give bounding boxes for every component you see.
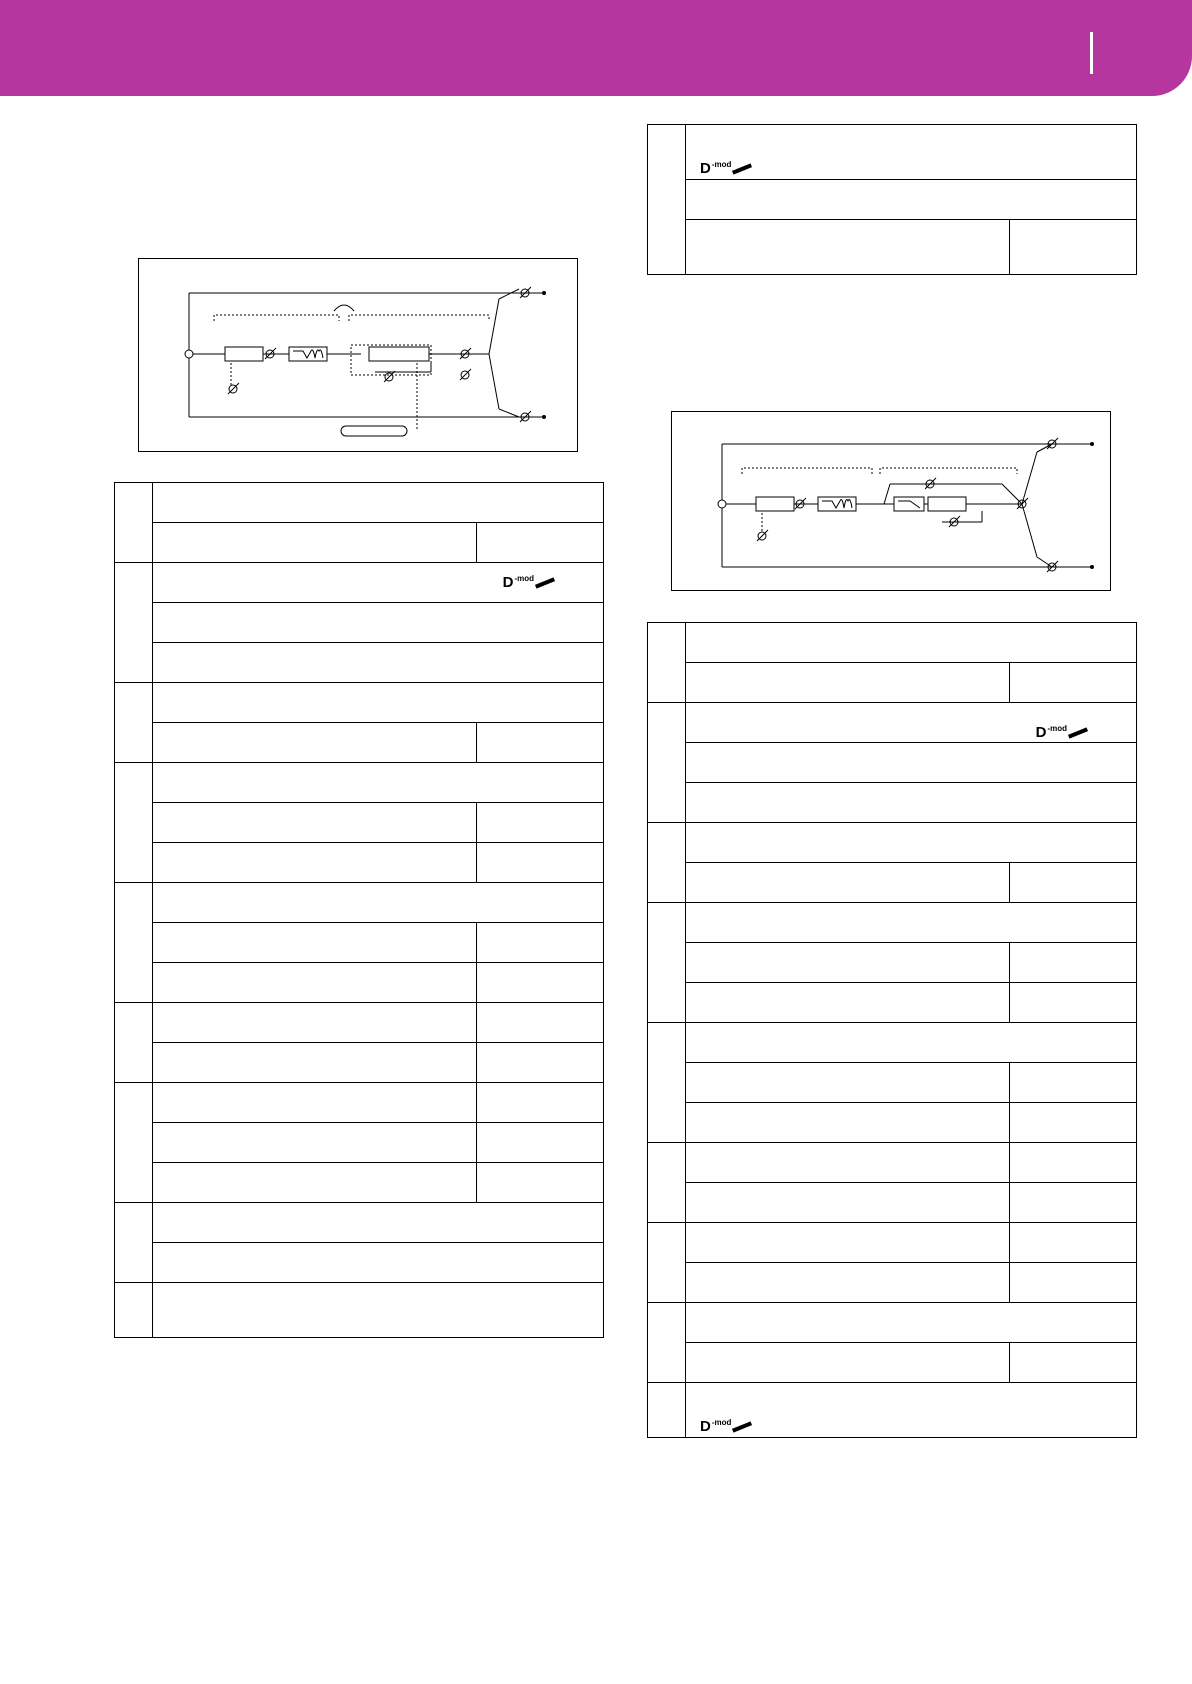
param-cell xyxy=(153,523,477,563)
left-parameter-table xyxy=(114,482,604,1338)
value-cell xyxy=(477,843,604,883)
value-cell xyxy=(477,1163,604,1203)
param-cell xyxy=(686,1103,1010,1143)
param-cell xyxy=(153,963,477,1003)
param-cell xyxy=(686,1263,1010,1303)
param-cell xyxy=(686,1063,1010,1103)
param-cell xyxy=(686,783,1137,823)
group-cell xyxy=(648,1023,686,1143)
group-cell xyxy=(648,623,686,703)
param-cell xyxy=(686,1383,1137,1438)
param-cell xyxy=(686,1343,1010,1383)
value-cell xyxy=(1010,1103,1137,1143)
value-cell xyxy=(477,1043,604,1083)
param-cell xyxy=(153,643,604,683)
header-divider xyxy=(1090,32,1093,74)
param-cell xyxy=(686,1223,1010,1263)
value-cell xyxy=(1010,1263,1137,1303)
param-cell xyxy=(153,563,604,603)
param-cell xyxy=(153,603,604,643)
right-flow-svg xyxy=(672,412,1112,592)
group-cell xyxy=(115,763,153,883)
param-cell xyxy=(153,1283,604,1338)
param-cell xyxy=(153,763,604,803)
param-cell xyxy=(686,743,1137,783)
param-cell xyxy=(153,1203,604,1243)
param-cell xyxy=(153,1083,477,1123)
param-cell xyxy=(153,1043,477,1083)
param-cell xyxy=(686,983,1010,1023)
group-cell xyxy=(115,883,153,1003)
param-cell xyxy=(153,1163,477,1203)
right-parameter-table xyxy=(647,622,1137,1438)
value-cell xyxy=(1010,983,1137,1023)
group-cell xyxy=(648,823,686,903)
value-cell xyxy=(1010,863,1137,903)
value-cell xyxy=(477,923,604,963)
param-cell xyxy=(686,1303,1137,1343)
param-cell xyxy=(153,723,477,763)
param-cell xyxy=(686,180,1137,220)
value-cell xyxy=(477,1003,604,1043)
param-cell xyxy=(153,1243,604,1283)
right-top-parameter-table xyxy=(647,124,1137,275)
value-cell xyxy=(1010,220,1137,275)
param-cell xyxy=(686,623,1137,663)
group-cell xyxy=(115,1203,153,1283)
group-cell xyxy=(115,683,153,763)
param-cell xyxy=(686,823,1137,863)
param-cell xyxy=(686,1143,1010,1183)
value-cell xyxy=(1010,1143,1137,1183)
value-cell xyxy=(1010,1223,1137,1263)
dmod-badge: D -mod xyxy=(700,1419,752,1434)
dmod-badge: D -mod xyxy=(700,161,752,176)
page-header-bar xyxy=(0,0,1192,96)
value-cell xyxy=(477,1123,604,1163)
param-cell xyxy=(153,683,604,723)
param-cell xyxy=(153,1003,477,1043)
param-cell xyxy=(686,703,1137,743)
left-signal-flow-diagram xyxy=(138,258,578,452)
group-cell xyxy=(648,903,686,1023)
group-cell xyxy=(115,563,153,683)
value-cell xyxy=(477,803,604,843)
param-cell xyxy=(686,1183,1010,1223)
value-cell xyxy=(1010,1183,1137,1223)
group-cell xyxy=(648,1143,686,1223)
dmod-badge: D -mod xyxy=(1036,725,1088,740)
param-cell xyxy=(153,923,477,963)
group-cell xyxy=(115,1003,153,1083)
group-cell xyxy=(115,1083,153,1203)
value-cell xyxy=(477,523,604,563)
param-cell xyxy=(686,125,1137,180)
dmod-badge: D -mod xyxy=(503,575,555,590)
param-cell xyxy=(153,1123,477,1163)
right-signal-flow-diagram xyxy=(671,411,1111,591)
param-cell xyxy=(686,663,1010,703)
param-cell xyxy=(686,220,1010,275)
group-cell xyxy=(648,1303,686,1383)
param-cell xyxy=(153,883,604,923)
value-cell xyxy=(1010,1343,1137,1383)
group-cell xyxy=(648,703,686,823)
group-cell xyxy=(648,125,686,275)
param-cell xyxy=(153,483,604,523)
value-cell xyxy=(477,963,604,1003)
value-cell xyxy=(1010,943,1137,983)
value-cell xyxy=(1010,1063,1137,1103)
param-cell xyxy=(153,803,477,843)
param-cell xyxy=(153,843,477,883)
value-cell xyxy=(477,723,604,763)
value-cell xyxy=(1010,663,1137,703)
param-cell xyxy=(686,863,1010,903)
group-cell xyxy=(115,483,153,563)
param-cell xyxy=(686,903,1137,943)
group-cell xyxy=(115,1283,153,1338)
left-flow-svg xyxy=(139,259,579,453)
group-cell xyxy=(648,1383,686,1438)
param-cell xyxy=(686,943,1010,983)
value-cell xyxy=(477,1083,604,1123)
param-cell xyxy=(686,1023,1137,1063)
group-cell xyxy=(648,1223,686,1303)
